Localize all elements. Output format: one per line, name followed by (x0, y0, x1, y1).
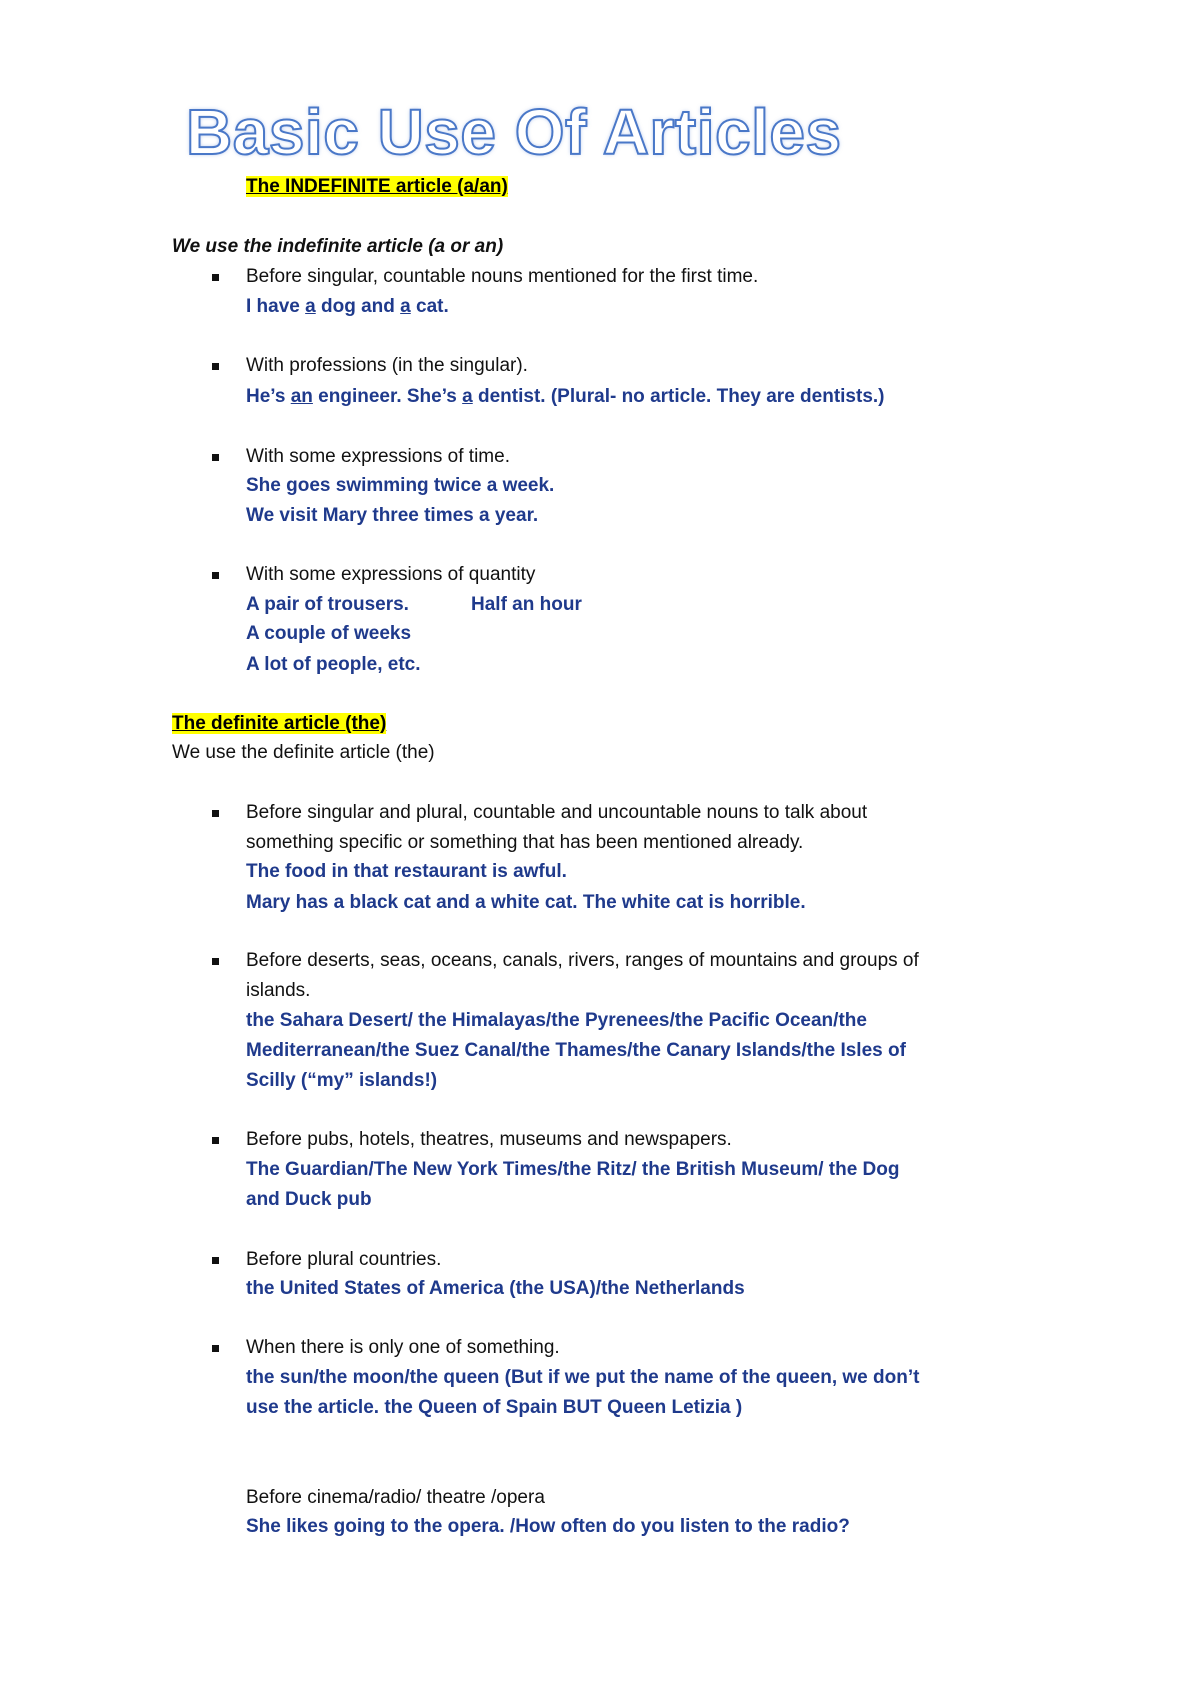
rule-text: Before pubs, hotels, theatres, museums and newspapers. (246, 1129, 732, 1150)
rule-text: Before deserts, seas, oceans, canals, rivers, ranges of mountains and groups of (246, 950, 919, 971)
rule-text: Before singular, countable nouns mentioned for the first time. (246, 266, 759, 287)
rule-text: Before singular and plural, countable and uncountable nouns to talk about (246, 802, 868, 823)
definite-intro: We use the definite article (the) (172, 742, 435, 763)
rule-text: islands. (246, 980, 311, 1001)
bullet-icon (212, 1137, 219, 1144)
bullet-icon (212, 810, 219, 817)
indefinite-heading: The INDEFINITE article (a/an) (246, 176, 508, 197)
rule-text: With professions (in the singular). (246, 355, 528, 376)
example-text: the United States of America (the USA)/the Netherlands (246, 1278, 745, 1299)
indefinite-intro: We use the indefinite article (a or an) (172, 236, 504, 257)
example-text: He’s an engineer. She’s a dentist. (Plural- no article. They are dentists.) (246, 386, 885, 407)
example-text: use the article. the Queen of Spain BUT Queen Letizia ) (246, 1397, 743, 1418)
example-text: She likes going to the opera. /How often do you listen to the radio? (246, 1516, 850, 1537)
rule-text: With some expressions of quantity (246, 564, 536, 585)
bullet-icon (212, 454, 219, 461)
bullet-icon (212, 958, 219, 965)
rule-text: Before plural countries. (246, 1249, 442, 1270)
rule-text: When there is only one of something. (246, 1337, 560, 1358)
rule-text: something specific or something that has been mentioned already. (246, 832, 804, 853)
bullet-icon (212, 572, 219, 579)
example-text: the Sahara Desert/ the Himalayas/the Pyrenees/the Pacific Ocean/the (246, 1010, 867, 1031)
rule-text: With some expressions of time. (246, 446, 510, 467)
example-text: Mary has a black cat and a white cat. The white cat is horrible. (246, 892, 806, 913)
example-text: Half an hour (471, 594, 582, 615)
example-text: the sun/the moon/the queen (But if we put the name of the queen, we don’t (246, 1367, 920, 1388)
example-text: Scilly (“my” islands!) (246, 1070, 438, 1091)
example-text: and Duck pub (246, 1189, 372, 1210)
definite-heading: The definite article (the) (172, 713, 387, 734)
example-text: We visit Mary three times a year. (246, 505, 539, 526)
example-text: The food in that restaurant is awful. (246, 861, 567, 882)
example-text: She goes swimming twice a week. (246, 475, 555, 496)
example-text: A lot of people, etc. (246, 654, 421, 675)
example-text: A pair of trousers. (246, 594, 409, 615)
bullet-icon (212, 1257, 219, 1264)
bullet-icon (212, 274, 219, 281)
example-text: I have a dog and a cat. (246, 296, 449, 317)
document-title: Basic Use Of Articles (186, 96, 842, 168)
rule-text: Before cinema/radio/ theatre /opera (246, 1487, 545, 1508)
example-text: A couple of weeks (246, 623, 412, 644)
example-text: The Guardian/The New York Times/the Ritz/ the British Museum/ the Dog (246, 1159, 900, 1180)
bullet-icon (212, 363, 219, 370)
example-text: Mediterranean/the Suez Canal/the Thames/the Canary Islands/the Isles of (246, 1040, 906, 1061)
bullet-icon (212, 1345, 219, 1352)
